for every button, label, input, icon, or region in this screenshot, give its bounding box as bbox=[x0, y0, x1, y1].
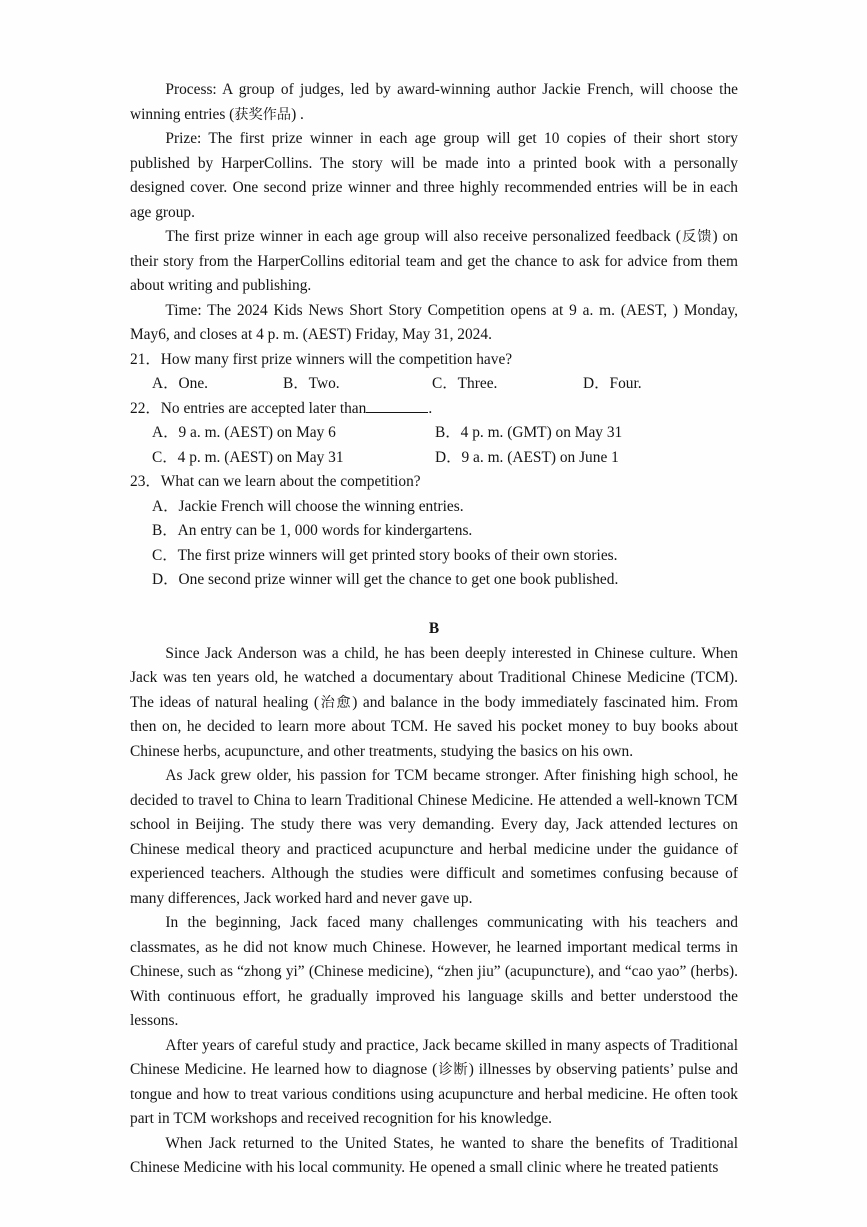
option-text: One. bbox=[178, 375, 209, 392]
option-text: 9 a. m. (AEST) on June 1 bbox=[461, 448, 619, 466]
question-22-text: No entries are accepted later than bbox=[160, 399, 367, 417]
option-label: D． bbox=[583, 375, 610, 392]
option-label: B． bbox=[283, 375, 309, 392]
question-21-option-d[interactable] bbox=[583, 372, 642, 397]
option-label: C． bbox=[152, 546, 178, 564]
question-22-number: 22． bbox=[130, 399, 161, 417]
passage-paragraph-process: Process: A group of judges, led by award-winning author Jackie French, will choose the winning entries (获奖作品) . bbox=[130, 81, 738, 123]
option-label: C． bbox=[432, 375, 458, 392]
passage-paragraph-feedback: The first prize winner in each age group will also receive personalized feedback (反馈) on their story from the HarperCollins editorial team and get the chance to ask for advice from them about writing and publishing. bbox=[130, 228, 738, 294]
page-content bbox=[130, 78, 738, 1181]
question-23-option-c-row bbox=[130, 544, 738, 569]
option-label: A． bbox=[152, 497, 179, 515]
question-23-option-b[interactable] bbox=[130, 519, 738, 544]
question-21-number: 21． bbox=[130, 350, 161, 368]
question-23-text: What can we learn about the competition? bbox=[160, 473, 421, 490]
option-text: 9 a. m. (AEST) on May 6 bbox=[178, 424, 336, 441]
question-21-text: How many first prize winners will the competition have? bbox=[160, 350, 513, 368]
passage-paragraph-prize: Prize: The first prize winner in each age group will get 10 copies of their short story published by HarperCollins. The story will be made into a printed book with a personally designed cover. One second prize winner and three highly recommended entries will be in each age group. bbox=[130, 130, 738, 221]
question-23-option-b-row bbox=[130, 519, 738, 544]
option-label: A． bbox=[152, 424, 179, 441]
question-23-option-a[interactable] bbox=[130, 495, 738, 520]
question-23-option-d-row bbox=[130, 568, 738, 593]
answer-blank bbox=[366, 397, 428, 413]
section-b-paragraph-1: Since Jack Anderson was a child, he has been deeply interested in Chinese culture. When Jack was ten years old, he watched a documentary about Traditional Chinese Medicine (TCM). The ideas of natural healing (治愈) and balance in the body immediately fascinated him. From then on, he decided to learn more about TCM. He saved his pocket money to buy books about Chinese herbs, acupuncture, and other treatments, studying the basics on his own. bbox=[130, 644, 738, 760]
question-23-stem bbox=[130, 470, 738, 495]
question-23-option-c[interactable] bbox=[130, 544, 738, 569]
question-22-text-end: . bbox=[428, 399, 433, 417]
section-b-paragraph-5: When Jack returned to the United States, he wanted to share the benefits of Traditional Chinese Medicine with his local community. He opened a small clinic where he treated patients bbox=[130, 1134, 738, 1176]
question-21-option-b[interactable] bbox=[283, 372, 340, 397]
option-label: A． bbox=[152, 375, 179, 392]
question-22-option-b[interactable] bbox=[435, 421, 622, 446]
question-21-options bbox=[130, 372, 738, 397]
option-label: C． bbox=[152, 448, 178, 466]
question-22-options-row-1 bbox=[130, 421, 738, 446]
option-text: Jackie French will choose the winning entries. bbox=[178, 497, 464, 515]
option-label: B． bbox=[435, 424, 461, 441]
option-text: An entry can be 1, 000 words for kindergartens. bbox=[177, 522, 473, 539]
question-22-option-d[interactable] bbox=[435, 446, 619, 471]
option-text: 4 p. m. (GMT) on May 31 bbox=[460, 424, 623, 441]
question-22-option-c[interactable] bbox=[152, 446, 344, 471]
question-23-number: 23． bbox=[130, 473, 161, 490]
option-text: Three. bbox=[457, 375, 498, 392]
option-text: Four. bbox=[609, 375, 642, 392]
question-23-option-d[interactable] bbox=[130, 568, 738, 593]
option-label: D． bbox=[152, 571, 179, 588]
passage-paragraph-time: Time: The 2024 Kids News Short Story Competition opens at 9 a. m. (AEST, ) Monday, May6, and closes at 4 p. m. (AEST) Friday, May 31, 2024. bbox=[130, 301, 738, 343]
option-text: One second prize winner will get the chance to get one book published. bbox=[178, 571, 619, 588]
question-23-option-a-row bbox=[130, 495, 738, 520]
question-22-stem bbox=[130, 397, 738, 422]
question-21-stem bbox=[130, 348, 738, 373]
section-b-letter: B bbox=[428, 620, 440, 637]
option-text: 4 p. m. (AEST) on May 31 bbox=[177, 448, 344, 466]
spacer-before-section-b bbox=[130, 593, 738, 618]
section-b-paragraph-2: As Jack grew older, his passion for TCM became stronger. After finishing high school, he decided to travel to China to learn Traditional Chinese Medicine. He attended a well-known TCM school in Beijing. The study there was very demanding. Every day, Jack attended lectures on Chinese medical theory and practiced acupuncture and herbal medicine under the guidance of experienced teachers. Although the studies were difficult and sometimes confusing because of many differences, Jack worked hard and never gave up. bbox=[130, 767, 738, 907]
question-22-option-a[interactable] bbox=[152, 421, 336, 446]
option-text: The first prize winners will get printed story books of their own stories. bbox=[177, 546, 618, 564]
section-b-paragraph-4: After years of careful study and practice, Jack became skilled in many aspects of Traditional Chinese Medicine. He learned how to diagnose (诊断) illnesses by observing patients’ pulse and tongue and how to treat various conditions using acupuncture and herbal medicine. He often took part in TCM workshops and received recognition for his knowledge. bbox=[130, 1036, 738, 1127]
option-label: B． bbox=[152, 522, 178, 539]
question-22-options-row-2 bbox=[130, 446, 738, 471]
question-21-option-a[interactable] bbox=[152, 372, 208, 397]
option-label: D． bbox=[435, 448, 462, 466]
section-b-paragraph-3: In the beginning, Jack faced many challenges communicating with his teachers and classmates, as he did not know much Chinese. However, he learned important medical terms in Chinese, such as “zhong yi” (Chinese medicine), “zhen jiu” (acupuncture), and “cao yao” (herbs). With continuous effort, he gradually improved his language skills and better understood the lessons. bbox=[130, 914, 738, 1029]
question-21-option-c[interactable] bbox=[432, 372, 497, 397]
option-text: Two. bbox=[308, 375, 340, 392]
